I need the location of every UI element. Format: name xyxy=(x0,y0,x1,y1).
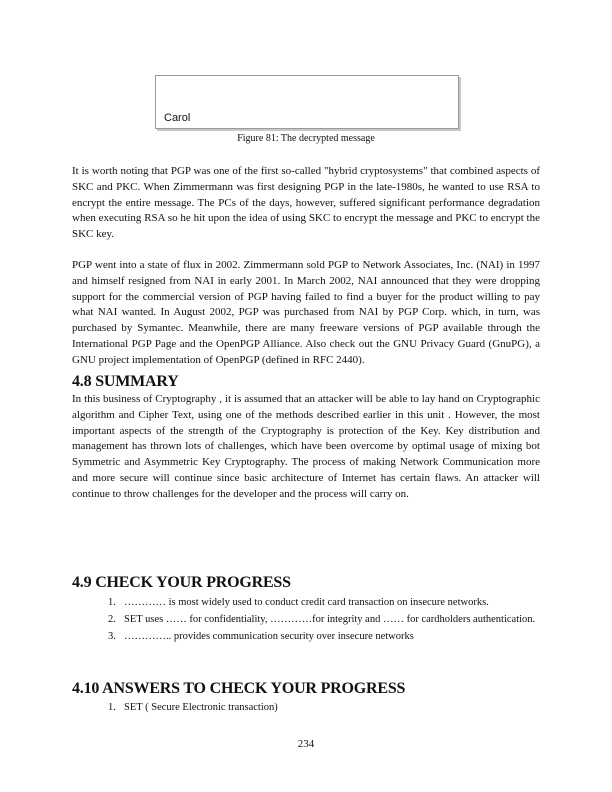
figure-text: Carol xyxy=(164,112,191,124)
list-item xyxy=(72,701,540,716)
item-number: 1. xyxy=(108,597,116,608)
item-text: ………….. provides communication security over insecure networks xyxy=(124,630,414,642)
figure-box xyxy=(155,75,459,129)
check-progress-list xyxy=(72,596,540,646)
answers-list xyxy=(72,701,540,718)
item-number: 1. xyxy=(108,702,116,713)
list-item xyxy=(72,613,540,628)
figure-caption: Figure 81: The decrypted message xyxy=(237,133,375,144)
item-text: SET uses …… for confidentiality, …………for integrity and …… for cardholders authentication. xyxy=(124,613,536,625)
list-item xyxy=(72,630,540,645)
summary-paragraph: In this business of Cryptography , it is assumed that an attacker will be able to lay hand on Cryptographic algorithm and Cipher Text, using one of the methods described earlier in this unit . However, the most important aspects of the strength of the Cryptography is protection of the Key. Key distribution and management has thrown lots of challenges, which have been overcome by optimal usage of mixing bot Symmetric and Asymmetric Key Cryptography. The process of making Network Communication more and more secure will continue since basic architecture of Internet has certain flaws. An attacker will continue to throw challenges for the developer and the process will carry on. xyxy=(72,393,540,500)
item-number: 3. xyxy=(108,630,116,642)
item-text: ………… is most widely used to conduct credit card transaction on insecure networks. xyxy=(124,597,489,608)
page-number: 234 xyxy=(297,738,315,750)
paragraph-hybrid-cryptosystems: It is worth noting that PGP was one of the first so-called "hybrid cryptosystems" that combined aspects of SKC and PKC. When Zimmermann was first designing PGP in the late-1980s, he wanted to use RSA to encrypt the entire message. The PCs of the days, however, suffered significant performance degradation when executing RSA so he hit upon the idea of using SKC to encrypt the message and PKC to encrypt the SKC key. xyxy=(72,165,540,241)
item-text: SET ( Secure Electronic transaction) xyxy=(124,702,278,713)
summary-heading: 4.8 SUMMARY xyxy=(72,373,179,390)
item-number: 2. xyxy=(108,613,116,625)
list-item xyxy=(72,596,540,611)
paragraph-pgp-history: PGP went into a state of flux in 2002. Zimmermann sold PGP to Network Associates, Inc. (NAI) in 1997 and himself resigned from NAI in early 2001. In March 2002, NAI announced that they were dropping support for the commercial version of PGP having failed to find a buyer for the product willing to pay what NAI wanted. In August 2002, PGP was purchased from NAI by PGP Corp. which, in turn, was purchased by Symantec. Meanwhile, there are many freeware versions of PGP available through the International PGP Page and the OpenPGP Alliance. Also check out the GNU Privacy Guard (GnuPG), a GNU project implementation of OpenPGP (defined in RFC 2440). xyxy=(72,259,540,366)
answers-heading: 4.10 ANSWERS TO CHECK YOUR PROGRESS xyxy=(72,680,406,697)
check-progress-heading: 4.9 CHECK YOUR PROGRESS xyxy=(72,574,291,591)
